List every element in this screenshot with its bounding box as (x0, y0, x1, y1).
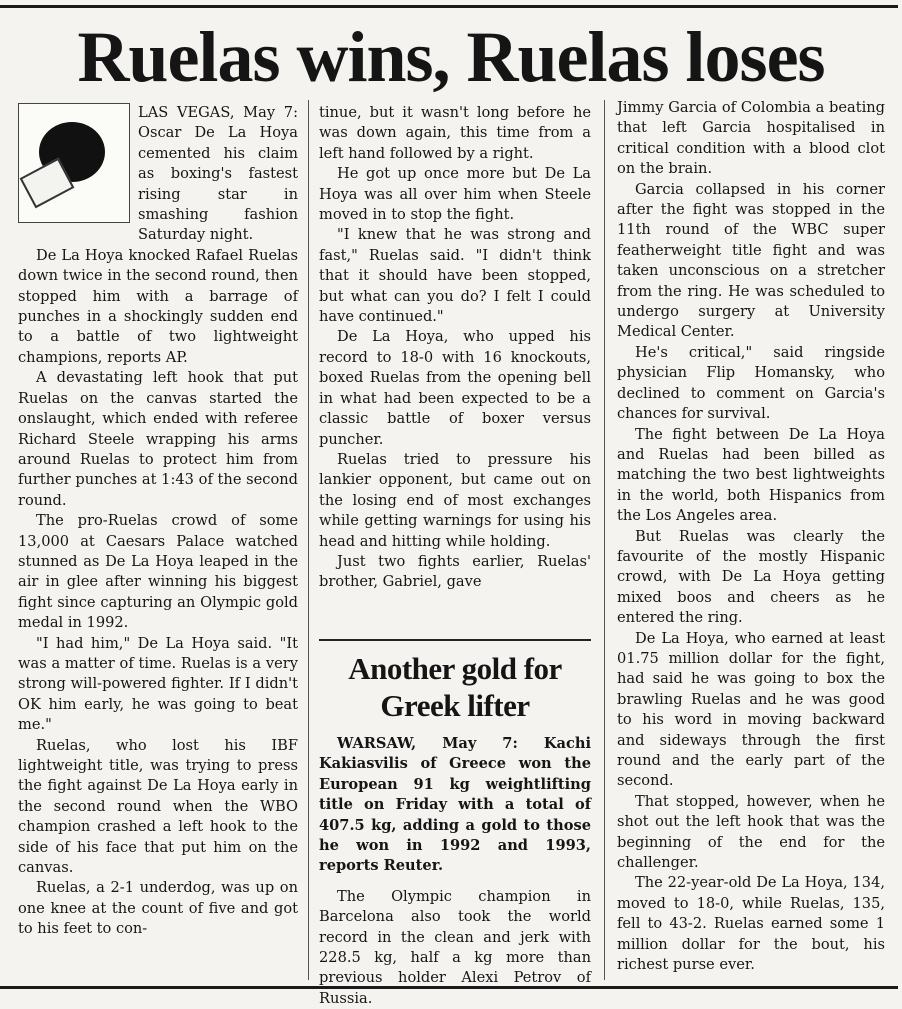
story-paragraph: A devastating left hook that put Ruelas on the canvas started the onslaught, which ended with referee Richard Steele wrapping his arms around Ruelas to protect him from further punches at 1:43 of the second round. (18, 369, 298, 509)
story-column-3 (617, 98, 885, 978)
story-paragraph: LAS VEGAS, May 7: Oscar De La Hoya cemented his claim as boxing's fastest rising star in smashing fashion Saturday night. (138, 104, 298, 244)
story-paragraph: He's critical," said ringside physician Flip Homansky, who declined to comment on Garcia's chances for survival. (617, 343, 885, 423)
column-divider (604, 100, 605, 980)
story-paragraph: De La Hoya, who earned at least 01.75 million dollar for the fight, had said he was going to box the brawling Ruelas and he was good to his word in moving backward and sideways through the first round and the early part of the second. (617, 629, 885, 790)
secondary-story-paragraph: WARSAW, May 7: Kachi Kakiasvilis of Greece won the European 91 kg weightlifting title on Friday with a total of 407.5 kg, adding a gold to those he won in 1992 and 1993, reports Reuter. (319, 735, 591, 875)
story-paragraph: He got up once more but De La Hoya was all over him when Steele moved in to stop the fight. (319, 165, 591, 224)
story-paragraph: Ruelas tried to pressure his lankier opponent, but came out on the losing end of most exchanges while getting warnings for using his head and hitting while holding. (319, 450, 591, 550)
top-rule (0, 5, 898, 8)
story-paragraph: The pro-Ruelas crowd of some 13,000 at Caesars Palace watched stunned as De La Hoya leaped in the air in glee after winning his biggest fight since capturing an Olympic gold medal in 1992. (18, 512, 298, 632)
story-paragraph: Just two fights earlier, Ruelas' brother, Gabriel, gave (319, 552, 591, 591)
column-divider (308, 100, 309, 980)
boxing-glove-photo (18, 103, 130, 223)
bottom-rule (0, 986, 898, 989)
story-paragraph: Garcia collapsed in his corner after the fight was stopped in the 11th round of the WBC super featherweight title fight and was taken unconscious on a stretcher from the ring. He was scheduled to undergo surgery at University Medical Center. (617, 180, 885, 341)
story-paragraph: Ruelas, who lost his IBF lightweight title, was trying to press the fight against De La Hoya early in the second round when the WBO champion crashed a left hook to the side of his face that put him on the canvas. (18, 736, 298, 877)
story-paragraph: The 22-year-old De La Hoya, 134, moved to 18-0, while Ruelas, 135, fell to 43-2. Ruelas earned some 1 million dollar for the bout, his richest purse ever. (617, 874, 885, 974)
story-paragraph: "I knew that he was strong and fast," Ruelas said. "I didn't think that it should have been stopped, but what can you do? I felt I could have continued." (319, 226, 591, 326)
secondary-story-body (319, 734, 591, 1007)
story-paragraph: That stopped, however, when he shot out the left hook that was the beginning of the end for the challenger. (617, 792, 885, 872)
story-paragraph: tinue, but it wasn't long before he was down again, this time from a left hand followed by a right. (319, 104, 591, 162)
story-paragraph: De La Hoya, who upped his record to 18-0 with 16 knockouts, boxed Ruelas from the opening bell in what had been expected to be a classic battle of boxer versus puncher. (319, 328, 591, 448)
story-paragraph: De La Hoya knocked Rafael Ruelas down twice in the second round, then stopped him with a barrage of punches in a shockingly sudden end to a battle of two lightweight champions, reports AP. (18, 246, 298, 366)
secondary-story-paragraph: The Olympic champion in Barcelona also took the world record in the clean and jerk with 228.5 kg, half a kg more than previous holder Alexi Petrov of Russia. (319, 887, 591, 1007)
story-paragraph: Jimmy Garcia of Colombia a beating that left Garcia hospitalised in critical condition with a blood clot on the brain. (617, 99, 885, 178)
story-paragraph: "I had him," De La Hoya said. "It was a matter of time. Ruelas is a very strong will-powered fighter. If I didn't OK him early, he was going to beat me." (18, 634, 298, 734)
story-paragraph: But Ruelas was clearly the favourite of the mostly Hispanic crowd, with De La Hoya getting mixed boos and cheers as he entered the ring. (617, 527, 885, 627)
secondary-headline: Another gold for Greek lifter (348, 651, 562, 723)
story-paragraph: The fight between De La Hoya and Ruelas had been billed as matching the two best lightweights in the world, both Hispanics from the Los Angeles area. (617, 425, 885, 525)
story-column-1 (18, 103, 298, 983)
secondary-story-rule (319, 639, 591, 641)
headline: Ruelas wins, Ruelas loses (77, 17, 825, 97)
story-paragraph: Ruelas, a 2-1 underdog, was up on one knee at the count of five and got to his feet to con- (18, 879, 298, 938)
story-column-2 (319, 103, 591, 623)
